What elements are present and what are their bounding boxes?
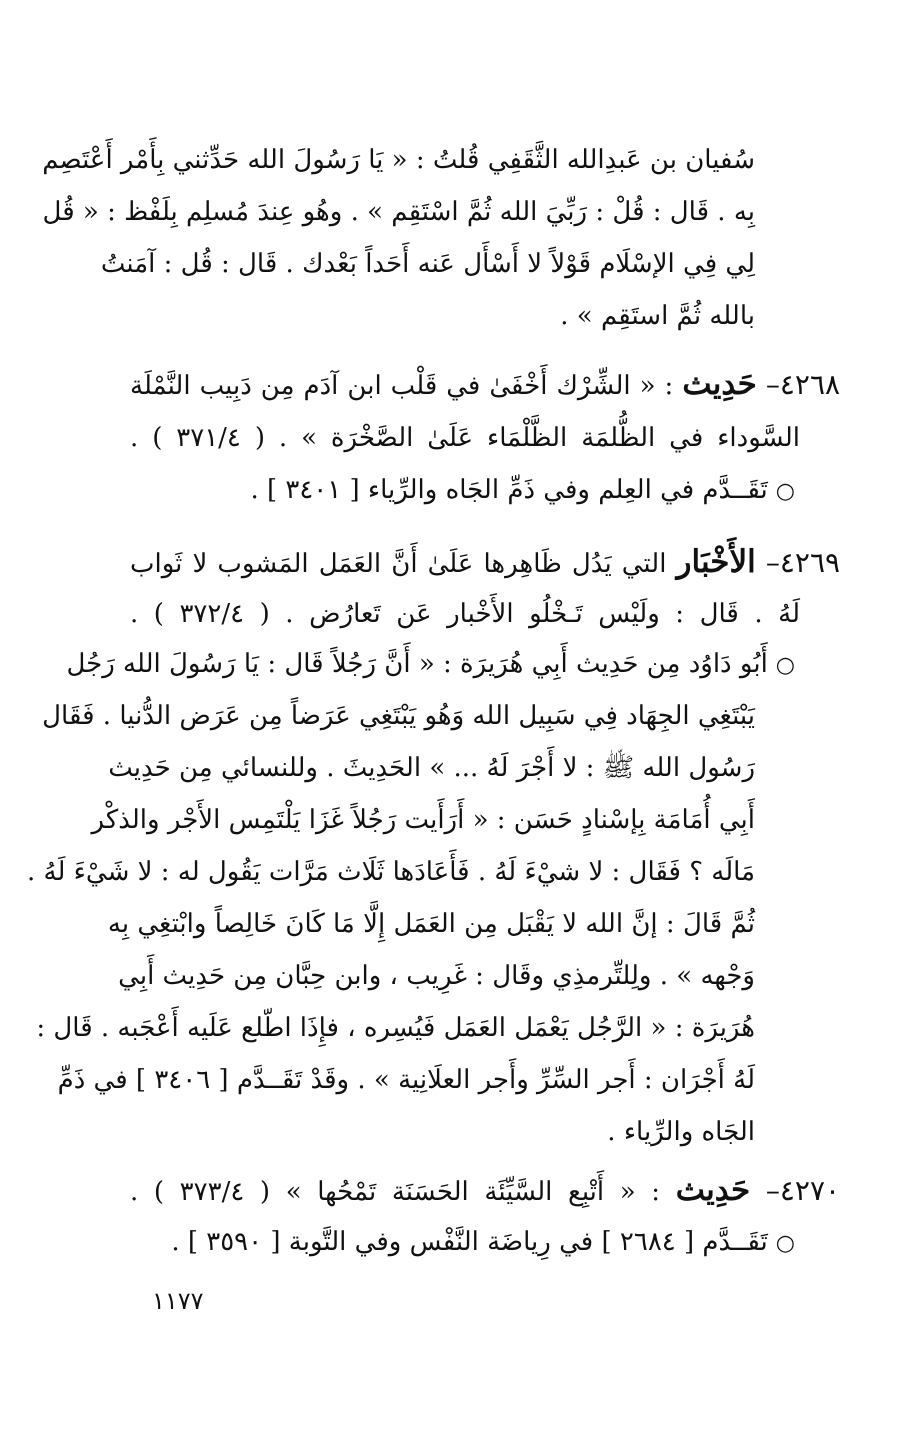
intro-line-2: بِه . قَال : قُلْ : رَبِّيَ الله ثُمَّ اسْتَقِم » . وهُو عِندَ مُسلِم بِلَفْظ : « قُل (42, 197, 755, 227)
note-line-6: ثُمَّ قَالَ : إنَّ الله لا يَقْبَل مِن العَمَل إِلَّا مَا كَانَ خَالِصاً وابْتغِي بِه (107, 909, 755, 939)
note-line-1 (66, 640, 795, 690)
intro-line-1: سُفيان بن عَبدِالله الثَّقَفِي قُلتُ : « يَا رَسُولَ الله حَدِّثني بِأَمْر أَعْتَصِم (42, 145, 755, 175)
volume-reference: ( ٣٧٣/٤ ) . (130, 1177, 271, 1207)
page-number: ١١٧٧ (152, 1287, 204, 1315)
note-line (171, 1218, 795, 1268)
intro-line-4: بالله ثُمَّ استَقِم » . (560, 301, 755, 331)
note-text: تَقَــدَّم في العِلم وفي ذَمِّ الجَاه والرِّياء [ ٣٤٠١ ] . (250, 475, 768, 505)
entry-number: ٤٢٦٨– (765, 368, 841, 401)
note-text: أَبُو دَاوُد مِن حَدِيث أَبِي هُرَيرَة : « أَنَّ رَجُلاً قَال : يَا رَسُولَ الله رَجُل (66, 649, 768, 679)
entry-number: ٤٢٧٠– (765, 1174, 841, 1207)
entry-4268-note (250, 466, 795, 516)
note-line-9: لَهُ أَجْرَان : أَجر السِّرِّ وأَجر العلَانِية » . وقَدْ تَقَــدَّم [ ٣٤٠٦ ] في ذَمِّ (57, 1065, 755, 1095)
entry-4270-note (171, 1218, 795, 1268)
note-line-10: الجَاه والرِّياء . (607, 1117, 755, 1147)
entry-number: ٤٢٦٩– (765, 546, 841, 579)
entry-4269-line-1 (130, 538, 840, 588)
volume-reference: ( ٣٧٢/٤ ) . (130, 599, 270, 629)
entry-4268-line-1 (130, 360, 840, 410)
entry-text: التي يَدُل ظَاهِرها عَلَىٰ أَنَّ العَمَل المَشوب لا ثَواب (130, 549, 667, 579)
entry-keyword: الأَخْبَار (676, 544, 756, 580)
note-line-5: مَالَه ؟ فَقَال : لا شيْءَ لَهُ . فَأَعَادَها ثَلَاث مَرَّات يَقُول له : لا شَيْءَ لَهُ . (27, 857, 755, 887)
intro-paragraph (42, 136, 755, 340)
entry-4270 (130, 1166, 840, 1216)
intro-line-3: لِي فِي الإسْلَام قَوْلاً لا أَسْأَل عَنه أَحَداً بَعْدك . قَال : قُل : آمَنتُ (100, 249, 755, 279)
note-line-3: رَسُول الله ﷺ : لا أَجْرَ لَهُ ... » الحَدِيثَ . وللنسائي مِن حَدِيث (108, 753, 755, 783)
note-line-2: يَبْتَغِي الجِهَاد فِي سَبِيل الله وَهُو يَبْتَغِي عَرَضاً مِن عَرَض الدُّنيا . فَقَال (42, 701, 755, 731)
entry-4268 (130, 360, 840, 410)
entry-4268-line-2-row (130, 414, 800, 462)
entry-keyword: حَدِيث (682, 366, 757, 402)
entry-text: السَّوداء في الظُّلمَة الظَّلْمَاء عَلَىٰ الصَّخْرَة » . (278, 423, 800, 453)
note-bullet: ○ (775, 1231, 795, 1256)
entry-keyword: حَدِيث (675, 1172, 751, 1208)
entry-4269-line-2 (130, 590, 800, 638)
note-line-4: أَبِي أُمَامَة بِإسْنادٍ حَسَن : « أَرَأَيت رَجُلاً غَزَا يَلْتَمِس الأَجْر والذكْر (91, 805, 755, 835)
entry-4268-line-2 (130, 414, 800, 462)
note-bullet: ○ (775, 653, 795, 678)
volume-reference: ( ٣٧١/٤ ) . (130, 423, 265, 453)
entry-4270-line-1 (130, 1166, 840, 1216)
note-line-8: هُرَيرَة : « الرَّجُل يَعْمَل العَمَل فَيُسِره ، فإِذَا اطّلع عَلَيه أَعْجَبه . قَال : (36, 1013, 755, 1043)
entry-text: : « الشِّرْك أَخْفَىٰ في قَلْب ابن آدَم مِن دَبِيب النَّمْلَة (130, 371, 674, 401)
note-text: تَقَــدَّم [ ٢٦٨٤ ] في رِياضَة النَّفْس وفي التَّوبة [ ٣٥٩٠ ] . (171, 1227, 768, 1257)
entry-4269 (130, 538, 840, 588)
entry-4269-note (66, 640, 795, 690)
entry-4269-line-2-row (130, 590, 800, 638)
note-line (250, 466, 795, 516)
entry-text: : « أَتْبِع السَّيِّئَة الحَسَنَة تَمْحُها » (285, 1177, 661, 1207)
note-line-7: وَجْهه » . ولِلتِّرمذِي وقَال : غَرِيب ، وابن حِبَّان مِن حَدِيث أَبِي (118, 961, 755, 991)
note-bullet: ○ (775, 479, 795, 504)
entry-text: لَهُ . قَال : ولَيْس تَـخْلُو الأَخْبار عَن تَعارُض . (285, 599, 800, 629)
entry-4269-note-body (27, 692, 755, 1156)
